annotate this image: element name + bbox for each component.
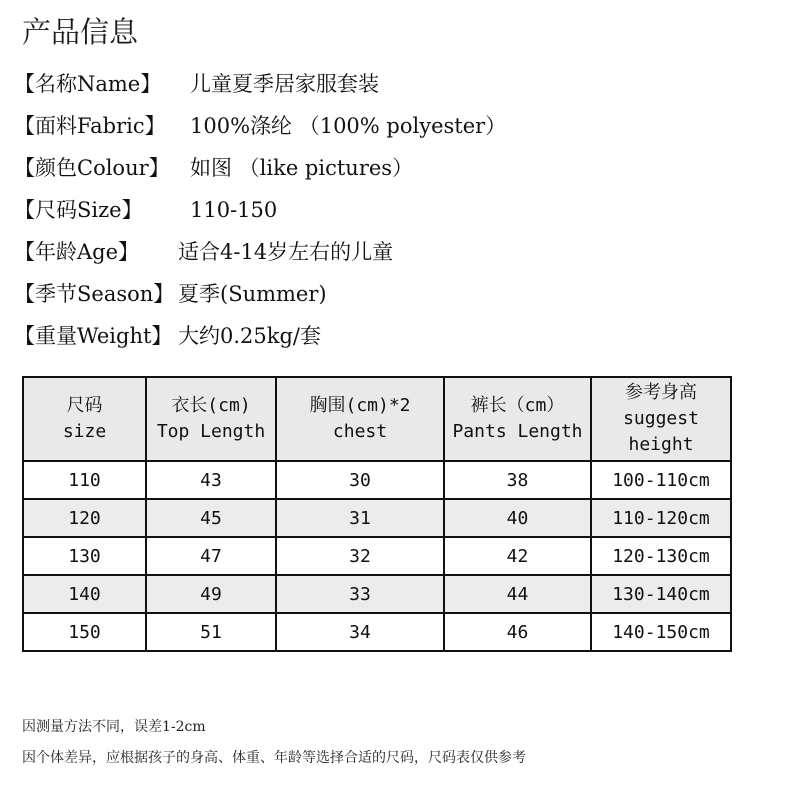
table-header-row xyxy=(23,377,731,461)
info-label: 【年龄Age】 xyxy=(14,240,140,264)
cell-height: 130-140cm xyxy=(591,575,731,613)
cell-pants-length: 46 xyxy=(444,613,591,651)
info-row-size xyxy=(14,195,774,225)
info-row-colour xyxy=(14,153,774,183)
table-row xyxy=(23,461,731,499)
cell-size: 130 xyxy=(23,537,146,575)
cell-height: 110-120cm xyxy=(591,499,731,537)
cell-size: 150 xyxy=(23,613,146,651)
info-value: 儿童夏季居家服套装 xyxy=(190,72,379,96)
cell-height: 120-130cm xyxy=(591,537,731,575)
cell-chest: 34 xyxy=(276,613,444,651)
info-label: 【名称Name】 xyxy=(14,72,162,96)
cell-pants-length: 42 xyxy=(444,537,591,575)
info-label: 【颜色Colour】 xyxy=(14,156,170,180)
page-title: 产品信息 xyxy=(22,15,139,49)
cell-top-length: 51 xyxy=(146,613,276,651)
cell-size: 110 xyxy=(23,461,146,499)
size-advice-note: 因个体差异，应根据孩子的身高、体重、年龄等选择合适的尺码，尺码表仅供参考 xyxy=(22,750,526,766)
cell-size: 140 xyxy=(23,575,146,613)
info-label: 【重量Weight】 xyxy=(14,324,173,348)
table-row xyxy=(23,613,731,651)
cell-chest: 31 xyxy=(276,499,444,537)
info-label: 【面料Fabric】 xyxy=(14,114,166,138)
cell-top-length: 49 xyxy=(146,575,276,613)
header-suggest-height: 参考身高 suggest height xyxy=(591,377,731,461)
cell-pants-length: 44 xyxy=(444,575,591,613)
cell-top-length: 47 xyxy=(146,537,276,575)
cell-top-length: 45 xyxy=(146,499,276,537)
cell-chest: 32 xyxy=(276,537,444,575)
cell-pants-length: 38 xyxy=(444,461,591,499)
info-row-name xyxy=(14,69,774,99)
cell-top-length: 43 xyxy=(146,461,276,499)
table-row xyxy=(23,537,731,575)
cell-height: 100-110cm xyxy=(591,461,731,499)
cell-chest: 33 xyxy=(276,575,444,613)
measurement-note: 因测量方法不同，误差1-2cm xyxy=(22,719,206,735)
table-row xyxy=(23,575,731,613)
info-value: 夏季(Summer) xyxy=(178,282,327,306)
header-chest: 胸围(cm)*2 chest xyxy=(276,377,444,461)
size-chart-table xyxy=(22,376,732,652)
table-row xyxy=(23,499,731,537)
cell-height: 140-150cm xyxy=(591,613,731,651)
cell-size: 120 xyxy=(23,499,146,537)
cell-chest: 30 xyxy=(276,461,444,499)
info-row-weight xyxy=(14,321,774,351)
info-value: 100%涤纶 （100% polyester） xyxy=(190,114,507,138)
header-size: 尺码 size xyxy=(23,377,146,461)
header-pants-length: 裤长（cm） Pants Length xyxy=(444,377,591,461)
info-value: 大约0.25kg/套 xyxy=(178,324,322,348)
info-value: 如图 （like pictures） xyxy=(190,156,414,180)
cell-pants-length: 40 xyxy=(444,499,591,537)
info-row-fabric xyxy=(14,111,774,141)
info-row-season xyxy=(14,279,774,309)
header-top-length: 衣长(cm) Top Length xyxy=(146,377,276,461)
info-row-age xyxy=(14,237,774,267)
info-label: 【季节Season】 xyxy=(14,282,175,306)
info-value: 适合4-14岁左右的儿童 xyxy=(178,240,394,264)
info-value: 110-150 xyxy=(190,198,278,222)
info-label: 【尺码Size】 xyxy=(14,198,143,222)
